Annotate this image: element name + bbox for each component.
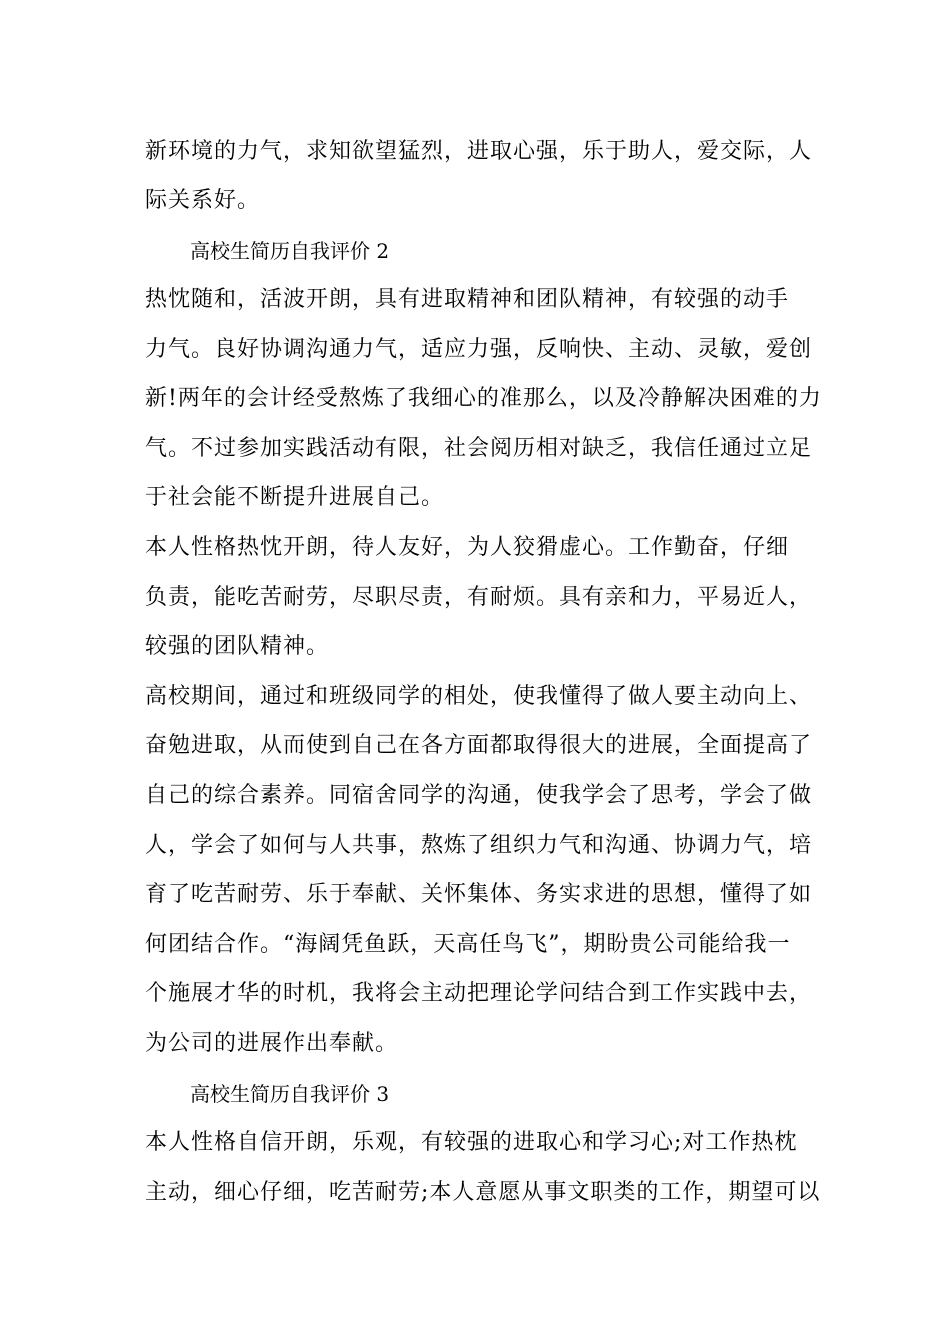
paragraph-line: 新!两年的会计经受熬炼了我细心的准那么，以及冷静解决困难的力 [145, 386, 822, 411]
paragraph-line: 高校期间，通过和班级同学的相处，使我懂得了做人要主动向上、 [145, 684, 813, 709]
section-heading: 高校生简历自我评价 2 [190, 239, 390, 263]
paragraph-line: 个施展才华的时机，我将会主动把理论学问结合到工作实践中去， [145, 981, 813, 1006]
paragraph-line: 负责，能吃苦耐劳，尽职尽责，有耐烦。具有亲和力，平易近人， [145, 585, 813, 610]
paragraph-line: 奋勉进取，从而使到自己在各方面都取得很大的进展，全面提高了 [145, 733, 813, 758]
paragraph-line: 主动，细心仔细，吃苦耐劳;本人意愿从事文职类的工作，期望可以 [145, 1180, 821, 1205]
paragraph-line: 何团结合作。“海阔凭鱼跃，天高任鸟飞”，期盼贵公司能给我一 [145, 932, 791, 957]
paragraph-line: 本人性格热忱开朗，待人友好，为人狡猾虚心。工作勤奋，仔细 [145, 535, 790, 560]
paragraph-line: 际关系好。 [145, 188, 261, 213]
paragraph-line: 热忱随和，活波开朗，具有进取精神和团队精神，有较强的动手 [145, 287, 790, 312]
paragraph-line: 新环境的力气，求知欲望猛烈，进取心强，乐于助人，爱交际，人 [145, 139, 813, 164]
paragraph-line: 于社会能不断提升进展自己。 [145, 485, 445, 510]
paragraph-line: 本人性格自信开朗，乐观，有较强的进取心和学习心;对工作热枕 [145, 1130, 798, 1155]
paragraph-line: 较强的团队精神。 [145, 634, 330, 659]
paragraph-line: 自己的综合素养。同宿舍同学的沟通，使我学会了思考，学会了做 [145, 783, 813, 808]
section-heading: 高校生简历自我评价 3 [190, 1082, 390, 1106]
paragraph-line: 力气。良好协调沟通力气，适应力强，反响快、主动、灵敏，爱创 [145, 337, 813, 362]
paragraph-line: 育了吃苦耐劳、乐于奉献、关怀集体、务实求进的思想，懂得了如 [145, 882, 813, 907]
paragraph-line: 人，学会了如何与人共事，熬炼了组织力气和沟通、协调力气，培 [145, 833, 813, 858]
paragraph-line: 气。不过参加实践活动有限，社会阅历相对缺乏，我信任通过立足 [145, 436, 813, 461]
paragraph-line: 为公司的进展作出奉献。 [145, 1031, 399, 1056]
